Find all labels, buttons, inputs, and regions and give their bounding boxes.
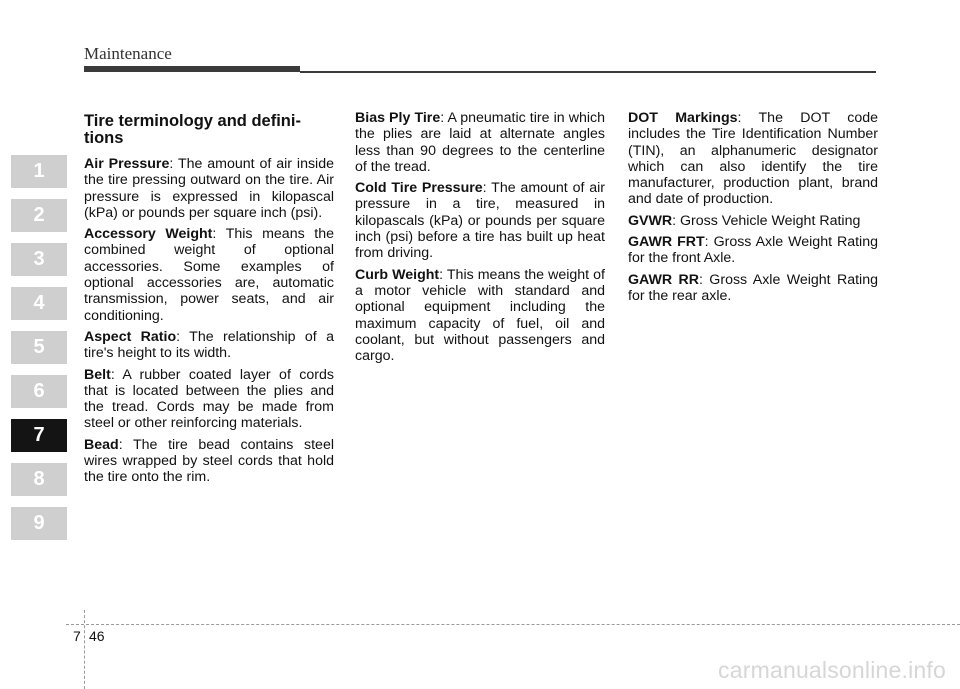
footer-page-number: 46 [89, 628, 105, 644]
term-label: DOT Markings [628, 110, 738, 126]
page-header-title: Maintenance [84, 44, 172, 63]
term-definition: : Gross Vehicle Weight Rating [672, 212, 861, 229]
term-entry-aspect-ratio [84, 329, 334, 362]
term-entry-dot-markings [628, 110, 878, 208]
chapter-tab-8[interactable]: 8 [11, 463, 67, 496]
term-definition: : This means the combined weight of optional accessories. Some examples of optional accessories are, automatic transmission, power seats, and air conditioning. [84, 226, 334, 324]
term-definition: : A pneumatic tire in which the plies are laid at alternate angles less than 90 degrees to the centerline of the tread. [355, 110, 605, 175]
term-label: Belt [84, 366, 111, 383]
term-label: Curb Weight [355, 266, 440, 283]
term-label: Bead [84, 436, 119, 453]
term-definition: : Gross Axle Weight Rating for the front Axle. [628, 234, 878, 267]
chapter-tab-5[interactable]: 5 [11, 331, 67, 364]
chapter-tab-index [11, 155, 67, 551]
watermark-text: carmanualsonline.info [718, 657, 946, 683]
footer-chapter-number: 7 [73, 628, 81, 644]
text-column-2 [355, 110, 605, 369]
term-definition: : The amount of air inside the tire pressing outward on the tire. Air pressure is expressed in kilopascal (kPa) or pounds per square inch (psi). [84, 156, 334, 221]
term-definition: : The tire bead contains steel wires wrapped by steel cords that hold the tire onto the rim. [84, 436, 334, 486]
term-entry-gawr-rr [628, 272, 878, 305]
term-entry-belt [84, 367, 334, 432]
term-entry-bead [84, 437, 334, 486]
chapter-tab-4[interactable]: 4 [11, 287, 67, 320]
term-definition: : Gross Axle Weight Rating for the rear axle. [628, 271, 878, 304]
term-label: GAWR FRT [628, 234, 705, 251]
term-entry-accessory-weight [84, 226, 334, 324]
term-entry-bias-ply-tire [355, 110, 605, 175]
term-definition: : The relationship of a tire's height to its width. [84, 328, 334, 362]
term-definition: : A rubber coated layer of cords that is located between the plies and the tread. Cords may be made from steel or other reinforcing materials. [84, 366, 334, 432]
term-definition: : This means the weight of a motor vehicle with standard and optional equipment including the maximum capacity of fuel, oil and coolant, but without passengers and cargo. [355, 266, 605, 365]
text-column-1 [84, 110, 334, 491]
term-entry-curb-weight [355, 267, 605, 365]
chapter-tab-7-active[interactable]: 7 [11, 419, 67, 452]
header-rule-thin [300, 71, 876, 73]
term-label: Air Pressure [84, 156, 170, 172]
chapter-tab-6[interactable]: 6 [11, 375, 67, 408]
chapter-tab-1[interactable]: 1 [11, 155, 67, 188]
term-definition: : The DOT code includes the Tire Identification Number (TIN), an alphanumeric designator which can also identify the tire manufacturer, production plant, brand and date of production. [628, 110, 878, 208]
chapter-tab-9[interactable]: 9 [11, 507, 67, 540]
term-label: GVWR [628, 212, 673, 229]
footer-divider-horizontal [66, 624, 960, 625]
section-heading: Tire terminology and defini-tions [84, 112, 301, 147]
term-label: Accessory Weight [84, 226, 213, 243]
term-label: Aspect Ratio [84, 328, 177, 345]
term-entry-gawr-frt [628, 234, 878, 267]
term-label: GAWR RR [628, 271, 699, 288]
term-label: Bias Ply Tire [355, 110, 441, 126]
term-entry-gvwr [628, 213, 878, 229]
text-column-3 [628, 110, 878, 309]
term-entry-air-pressure [84, 156, 334, 221]
header-rule-thick [84, 66, 300, 72]
term-definition: : The amount of air pressure in a tire, measured in kilopascals (kPa) or pounds per square inch (psi) before a tire has built up heat from driving. [355, 180, 605, 262]
term-entry-cold-tire-pressure [355, 180, 605, 261]
chapter-tab-2[interactable]: 2 [11, 199, 67, 232]
chapter-tab-3[interactable]: 3 [11, 243, 67, 276]
term-label: Cold Tire Pressure [355, 180, 483, 197]
footer-divider-vertical [84, 610, 85, 689]
